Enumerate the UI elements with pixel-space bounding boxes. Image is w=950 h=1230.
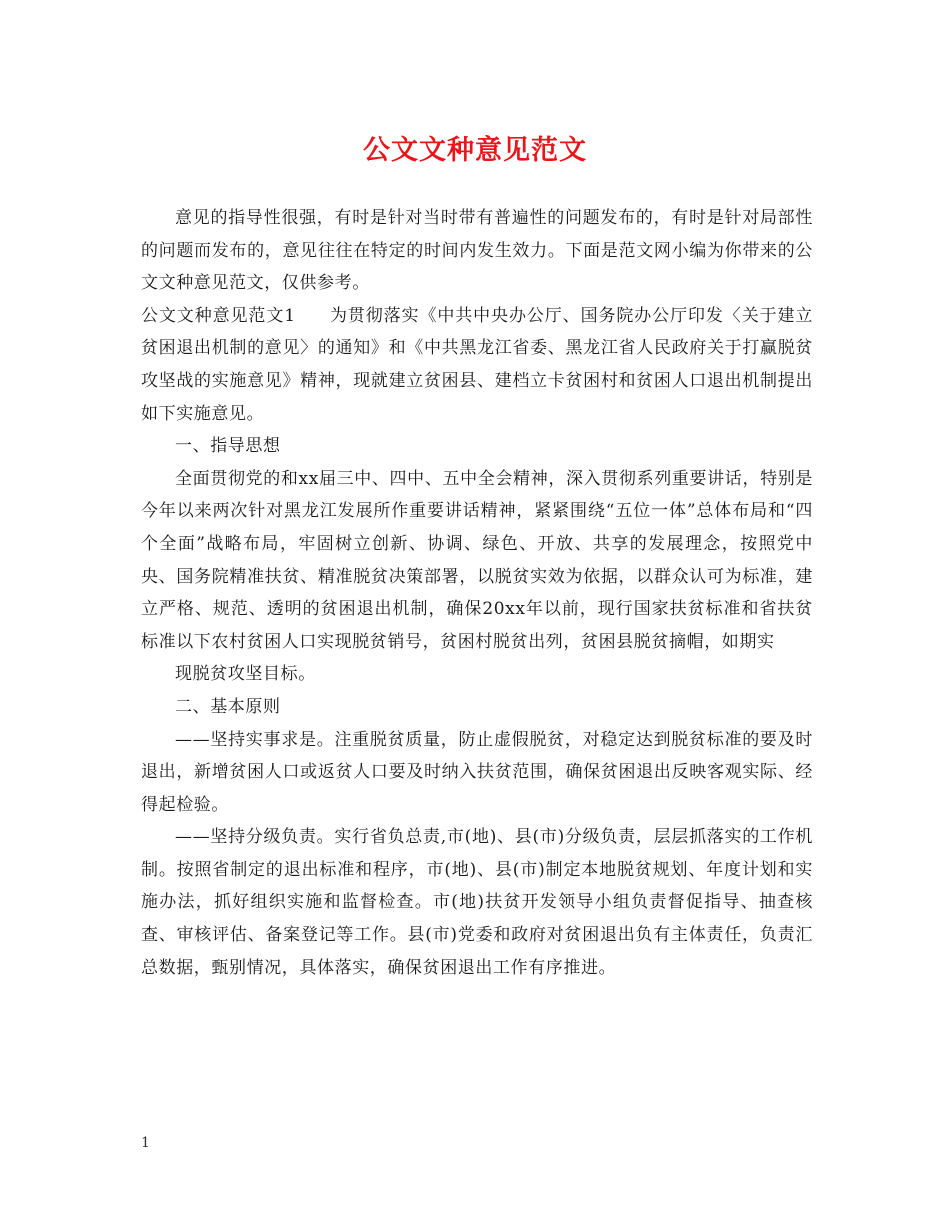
guiding-thought-paragraph: 全面贯彻党的和xx届三中、四中、五中全会精神，深入贯彻系列重要讲话，特别是今年以来两次针对黑龙江发展所作重要讲话精神，紧紧围绕“五位一体”总体布局和“四个全面”战略布局，牢固树立创新、协调、绿色、开放、共享的发展理念，按照党中央、国务院精准扶贫、精准脱贫决策部署，以脱贫实效为依据，以群众认可为标准，建立严格、规范、透明的贫困退出机制，确保20xx年以前，现行国家扶贫标准和省扶贫标准以下农村贫困人口实现脱贫销号，贫困村脱贫出列，贫困县脱贫摘帽，如期实: [141, 468, 813, 652]
sample-text: 为贯彻落实《中共中央办公厅、国务院办公厅印发〈关于建立贫困退出机制的意见〉的通知》和《中共黑龙江省委、黑龙江省人民政府关于打赢脱贫攻坚战的实施意见》精神，现就建立贫困县、建档立卡贫困村和贫困人口退出机制提出如下实施意见。: [141, 305, 813, 424]
sample-label: 公文文种意见范文1: [141, 305, 296, 326]
page-number: 1: [141, 1135, 150, 1151]
guiding-thought-continuation: 现脱贫攻坚目标。: [175, 664, 316, 685]
section-heading-1: 一、指导思想: [175, 436, 281, 457]
page-title: 公文文种意见范文: [363, 135, 587, 166]
principle-paragraph-1: ——坚持实事求是。注重脱贫质量，防止虚假脱贫，对稳定达到脱贫标准的要及时退出，新增贫困人口或返贫人口要及时纳入扶贫范围，确保贫困退出反映客观实际、经得起检验。: [141, 729, 813, 815]
section-heading-2: 二、基本原则: [175, 696, 281, 717]
document-body: [141, 202, 813, 984]
principle-paragraph-2: ——坚持分级负责。实行省负总责,市(地)、县(市)分级负责，层层抓落实的工作机制。按照省制定的退出标准和程序，市(地)、县(市)制定本地脱贫规划、年度计划和实施办法，抓好组织实施和监督检查。市(地)扶贫开发领导小组负责督促指导、抽查核查、审核评估、备案登记等工作。县(市)党委和政府对贫困退出负有主体责任，负责汇总数据，甄别情况，具体落实，确保贫困退出工作有序推进。: [141, 827, 813, 978]
sample-paragraph: [141, 300, 813, 430]
intro-paragraph: 意见的指导性很强，有时是针对当时带有普遍性的问题发布的，有时是针对局部性的问题而发布的，意见往往在特定的时间内发生效力。下面是范文网小编为你带来的公文文种意见范文，仅供参考。: [141, 208, 813, 294]
